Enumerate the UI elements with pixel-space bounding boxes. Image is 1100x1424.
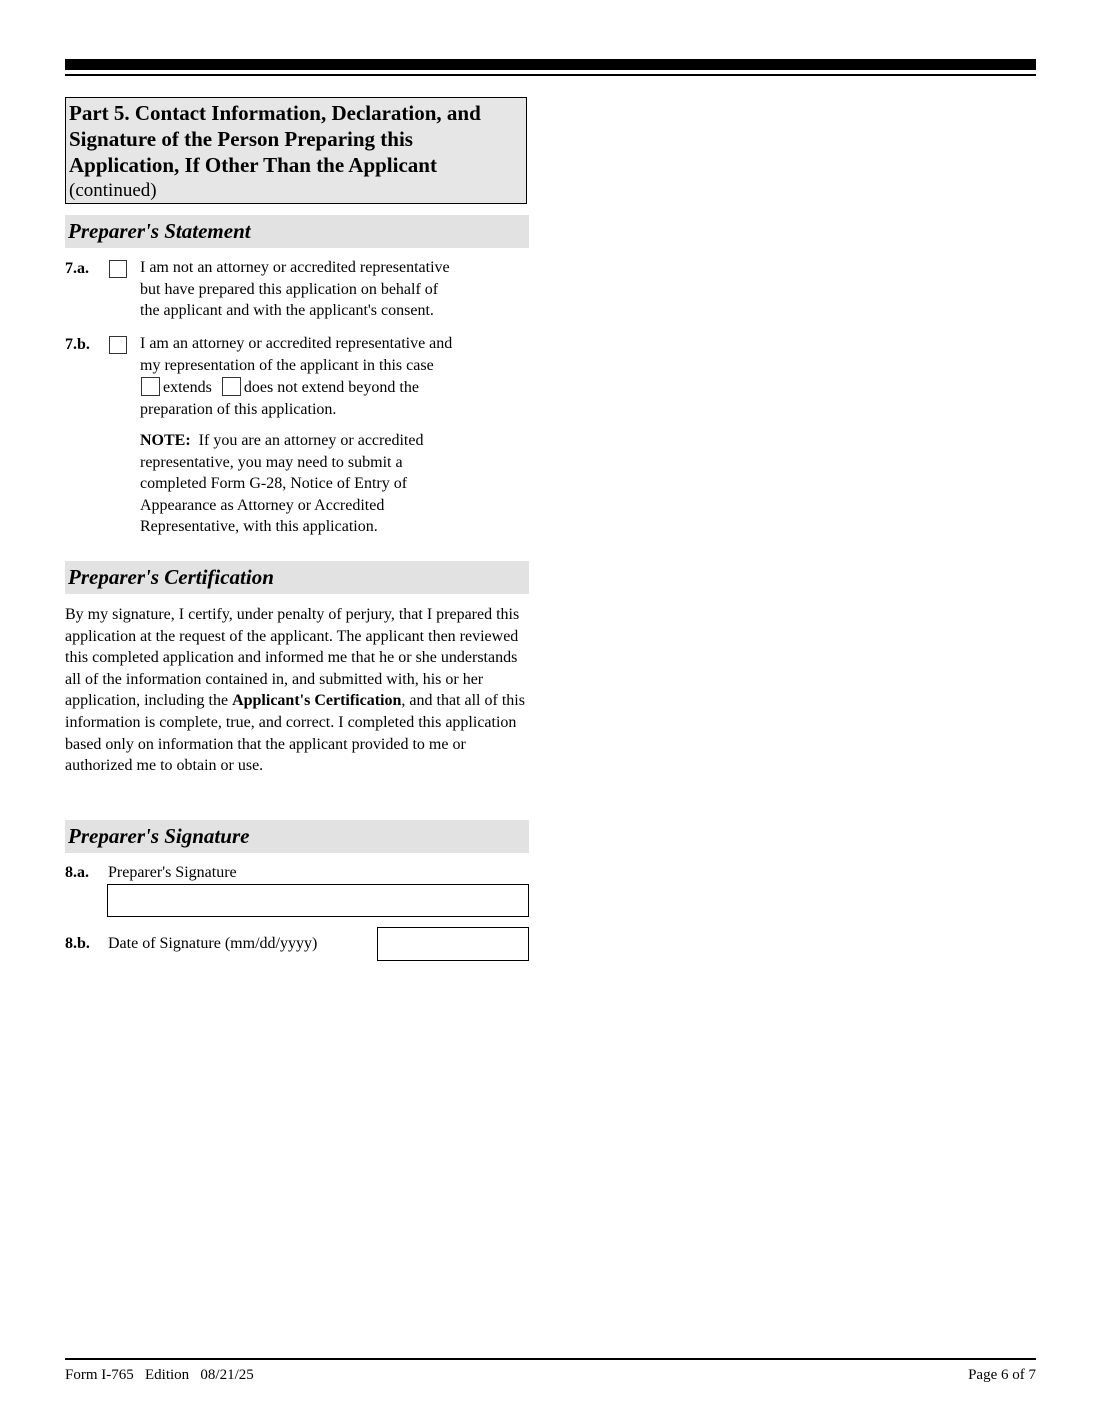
note-line-2: representative, you may need to submit a xyxy=(140,453,403,471)
page-number: Page 6 of 7 xyxy=(968,1367,1036,1383)
note-label: NOTE: xyxy=(140,432,191,449)
part-title-line-1: Part 5. Contact Information, Declaration, and xyxy=(69,101,481,125)
item-number-8b: 8.b. xyxy=(65,935,90,952)
form-edition: Form I-765 Edition 08/21/25 xyxy=(65,1367,254,1383)
date-of-signature-label: Date of Signature (mm/dd/yyyy) xyxy=(108,935,318,952)
signature-label: Preparer's Signature xyxy=(108,864,237,881)
item-7b-text xyxy=(140,333,452,376)
section-header-certification: Preparer's Certification xyxy=(65,561,529,594)
footer-rule xyxy=(65,1358,1036,1360)
part-title-line-3: Application, If Other Than the Applicant xyxy=(69,153,437,177)
section-header-statement: Preparer's Statement xyxy=(65,215,529,248)
certification-paragraph xyxy=(65,604,535,777)
preparer-signature-field[interactable] xyxy=(107,884,529,917)
item-7a-line-3: the applicant and with the applicant's consent. xyxy=(140,302,434,320)
item-7a-text xyxy=(140,257,450,322)
part-subtitle: (continued) xyxy=(69,180,157,201)
item-number-7a: 7.a. xyxy=(65,260,89,277)
note-block xyxy=(140,430,423,538)
item-7b-line-1: I am an attorney or accredited representative and xyxy=(140,335,453,352)
checkbox-7a-not-attorney[interactable] xyxy=(109,260,127,278)
checkbox-7b-attorney[interactable] xyxy=(109,336,127,354)
note-line-4: Appearance as Attorney or Accredited xyxy=(140,496,385,514)
item-7a-line-2: but have prepared this application on behalf of xyxy=(140,280,439,298)
item-7b-line-2: my representation of the applicant in this case xyxy=(140,356,434,374)
extends-label: extends xyxy=(163,379,212,396)
top-rule-thick xyxy=(65,59,1036,70)
part-title-line-2: Signature of the Person Preparing this xyxy=(69,127,413,151)
note-line-1: If you are an attorney or accredited xyxy=(190,432,424,449)
checkbox-does-not-extend[interactable] xyxy=(222,377,241,396)
certification-text-1: By my signature, I certify, under penalty of perjury, that I prepared this application at the request of the applicant. The applicant then reviewed this completed application and informed me that he or she understands all of the information contained in, and submitted with, his or her application, including the xyxy=(65,606,520,710)
part-5-header xyxy=(65,97,527,204)
top-rule-thin xyxy=(65,74,1036,76)
section-header-signature: Preparer's Signature xyxy=(65,820,529,853)
item-7b-tail-line: preparation of this application. xyxy=(140,401,337,418)
item-7a-line-1: I am not an attorney or accredited representative xyxy=(140,259,450,276)
representation-scope-row xyxy=(141,377,419,399)
certification-text-2: , and that all of this information is complete, true, and correct. I completed this application based only on information that the applicant provided to me or authorized me to obtain or use. xyxy=(65,692,525,775)
note-line-5: Representative, with this application. xyxy=(140,518,378,536)
note-line-3: completed Form G-28, Notice of Entry of xyxy=(140,475,408,493)
checkbox-extends[interactable] xyxy=(141,377,160,396)
item-number-7b: 7.b. xyxy=(65,336,90,353)
does-not-extend-label: does not extend beyond the xyxy=(243,379,419,396)
certification-bold: Applicant's Certification xyxy=(232,692,402,710)
date-of-signature-field[interactable] xyxy=(377,927,529,961)
item-number-8a: 8.a. xyxy=(65,864,89,881)
